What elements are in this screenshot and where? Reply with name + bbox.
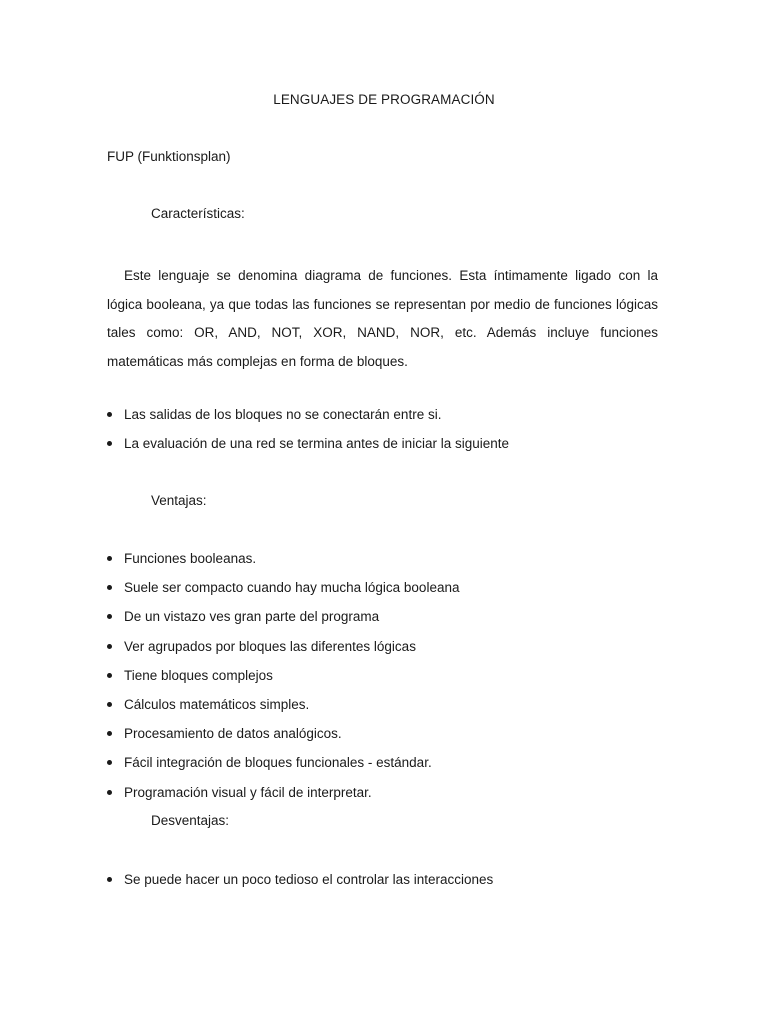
- bullet-icon: [107, 877, 112, 882]
- list-item: [107, 666, 667, 695]
- list-item-text: Las salidas de los bloques no se conectarán entre si.: [124, 407, 442, 422]
- list-item: [107, 870, 667, 899]
- bullet-icon: [107, 702, 112, 707]
- bullet-icon: [107, 790, 112, 795]
- list-item: [107, 607, 667, 636]
- characteristics-paragraph: Este lenguaje se denomina diagrama de funciones. Esta íntimamente ligado con la lógica booleana, ya que todas las funciones se representan por medio de funciones lógicas tales como: OR, AND, NOT, XOR, NAND, NOR, etc. Además incluye funciones matemáticas más complejas en forma de bloques.: [107, 268, 658, 370]
- bullet-icon: [107, 731, 112, 736]
- list-item: [107, 695, 667, 724]
- heading-desventajas: Desventajas:: [151, 813, 230, 828]
- list-item: [107, 434, 667, 463]
- characteristics-list: [107, 405, 667, 463]
- heading-ventajas: Ventajas:: [151, 493, 207, 508]
- list-item-text: Se puede hacer un poco tedioso el controlar las interacciones: [124, 872, 494, 887]
- list-item: [107, 753, 667, 782]
- list-item: [107, 549, 667, 578]
- bullet-icon: [107, 585, 112, 590]
- list-item-text: Cálculos matemáticos simples.: [124, 696, 310, 712]
- list-item-text: Ver agrupados por bloques las diferentes lógicas: [124, 638, 416, 654]
- bullet-icon: [107, 644, 112, 649]
- disadvantages-list: [107, 870, 667, 899]
- heading-caracteristicas: Características:: [151, 206, 245, 221]
- bullet-icon: [107, 441, 112, 446]
- list-item-text: Fácil integración de bloques funcionales - estándar.: [124, 755, 432, 771]
- advantages-list: [107, 549, 667, 812]
- list-item-text: Funciones booleanas.: [124, 551, 257, 566]
- bullet-icon: [107, 614, 112, 619]
- document-title: LENGUAJES DE PROGRAMACIÓN: [273, 92, 495, 107]
- subject-line: FUP (Funktionsplan): [107, 149, 231, 164]
- list-item-text: De un vistazo ves gran parte del programa: [124, 609, 380, 625]
- list-item-text: La evaluación de una red se termina antes de iniciar la siguiente: [124, 436, 509, 452]
- list-item: [107, 578, 667, 607]
- list-item-text: Procesamiento de datos analógicos.: [124, 726, 342, 742]
- bullet-icon: [107, 556, 112, 561]
- list-item-text: Programación visual y fácil de interpretar.: [124, 784, 372, 800]
- list-item: [107, 405, 667, 434]
- list-item: [107, 783, 667, 812]
- bullet-icon: [107, 673, 112, 678]
- list-item: [107, 637, 667, 666]
- bullet-icon: [107, 412, 112, 417]
- list-item-text: Tiene bloques complejos: [124, 667, 273, 683]
- list-item-text: Suele ser compacto cuando hay mucha lógica booleana: [124, 580, 460, 596]
- bullet-icon: [107, 760, 112, 765]
- list-item: [107, 724, 667, 753]
